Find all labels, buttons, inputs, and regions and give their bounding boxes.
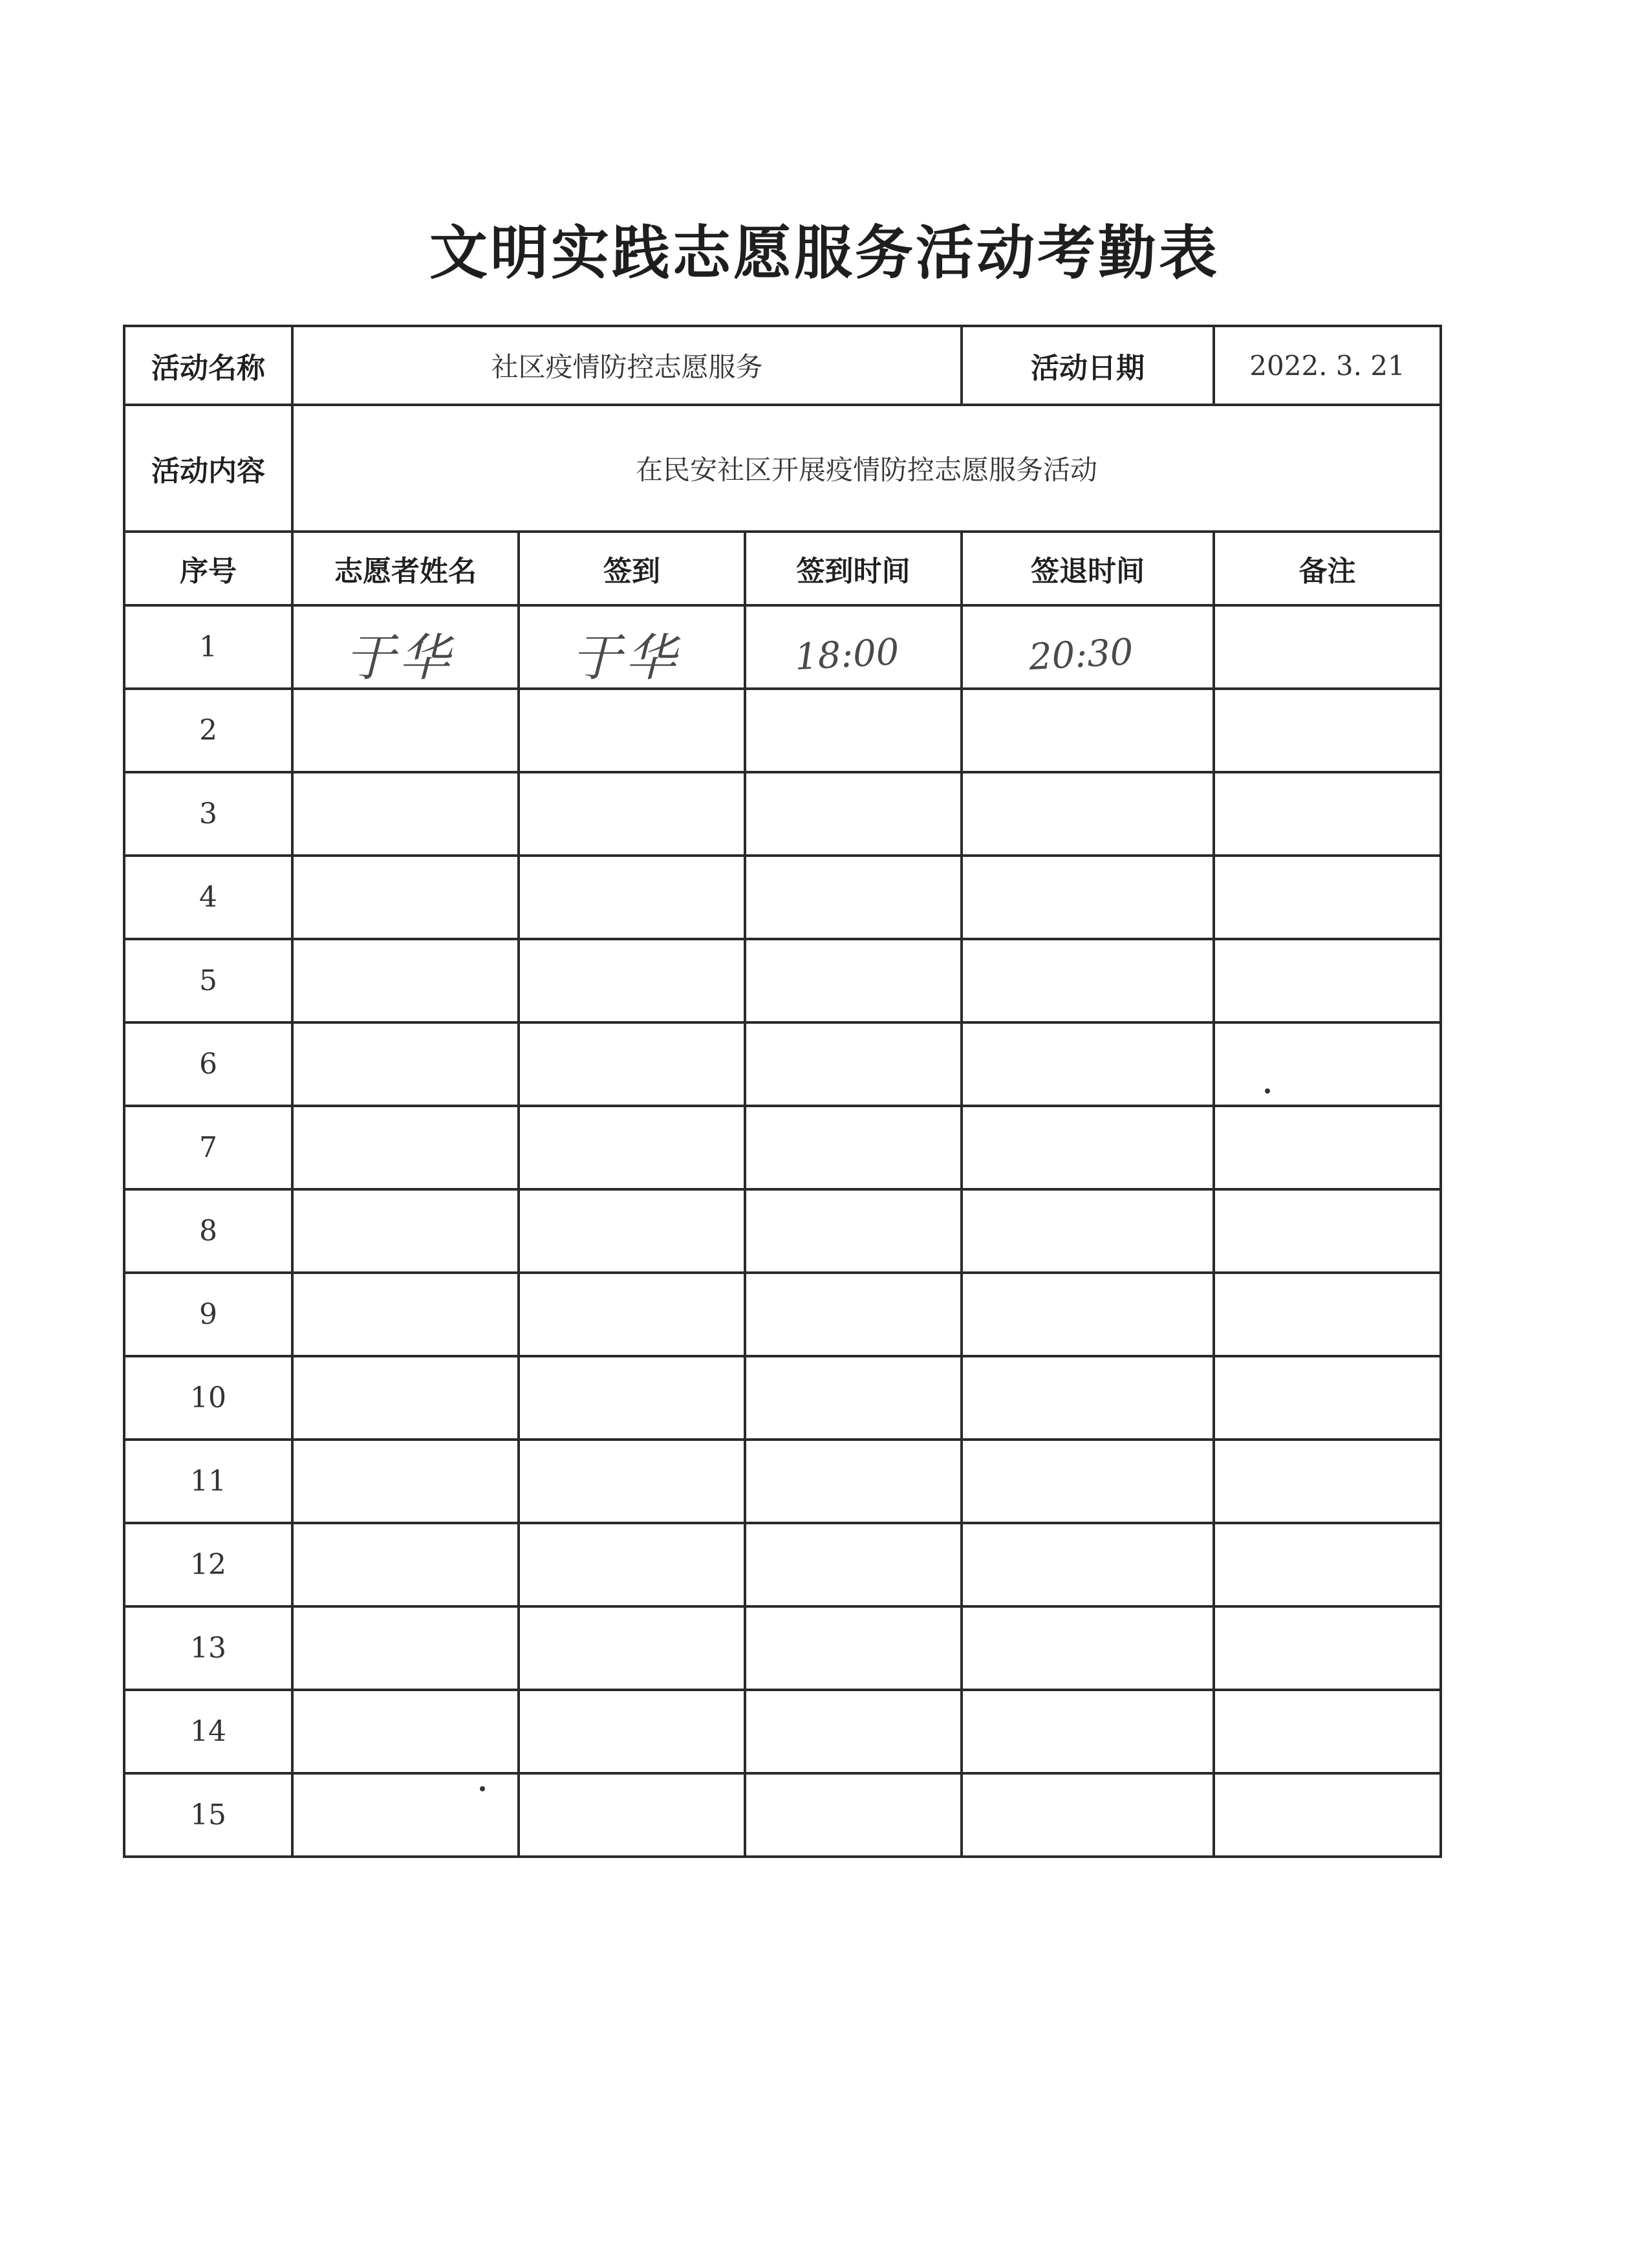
sign-in-time-cell xyxy=(745,1273,962,1356)
attendance-table xyxy=(123,325,1442,1858)
row-no: 13 xyxy=(124,1606,292,1690)
sign-out-time-cell xyxy=(962,1606,1214,1690)
volunteer-name-cell xyxy=(292,605,519,689)
row-no: 3 xyxy=(124,772,292,856)
sign-in-cell xyxy=(519,1273,745,1356)
sign-out-time-cell xyxy=(962,939,1214,1022)
sign-out-time-cell xyxy=(962,605,1214,689)
sign-in-time-cell xyxy=(745,689,962,772)
handwritten-sign-in: 于华 xyxy=(570,629,680,687)
sign-in-time-cell xyxy=(745,856,962,939)
volunteer-name-cell xyxy=(292,1273,519,1356)
sign-out-time-cell xyxy=(962,1189,1214,1273)
activity-name-value: 社区疫情防控志愿服务 xyxy=(292,326,962,405)
remark-cell xyxy=(1214,605,1441,689)
remark-cell xyxy=(1214,1773,1441,1857)
sign-in-time-cell xyxy=(745,939,962,1022)
handwritten-sign-out-time: 20:30 xyxy=(1028,631,1135,679)
remark-cell xyxy=(1214,689,1441,772)
remark-cell xyxy=(1214,856,1441,939)
row-no: 14 xyxy=(124,1690,292,1773)
row-no: 4 xyxy=(124,856,292,939)
row-no: 8 xyxy=(124,1189,292,1273)
table-row xyxy=(124,1022,1441,1106)
table-row xyxy=(124,1773,1441,1857)
sign-in-cell xyxy=(519,689,745,772)
sign-out-time-cell xyxy=(962,1523,1214,1606)
table-row xyxy=(124,1189,1441,1273)
handwritten-name: 于华 xyxy=(344,629,453,687)
sign-in-time-cell xyxy=(745,1440,962,1523)
volunteer-name-cell xyxy=(292,689,519,772)
header-sign-in: 签到 xyxy=(519,532,745,605)
table-row xyxy=(124,1273,1441,1356)
row-no: 12 xyxy=(124,1523,292,1606)
sign-out-time-cell xyxy=(962,1356,1214,1440)
activity-date-label: 活动日期 xyxy=(962,326,1214,405)
sign-out-time-cell xyxy=(962,1773,1214,1857)
table-row xyxy=(124,1690,1441,1773)
activity-name-label: 活动名称 xyxy=(124,326,292,405)
remark-cell xyxy=(1214,1523,1441,1606)
volunteer-name-cell xyxy=(292,1440,519,1523)
header-remark: 备注 xyxy=(1214,532,1441,605)
sign-in-cell xyxy=(519,1106,745,1189)
header-no: 序号 xyxy=(124,532,292,605)
volunteer-name-cell xyxy=(292,1690,519,1773)
sign-in-time-cell xyxy=(745,1606,962,1690)
remark-cell xyxy=(1214,1189,1441,1273)
volunteer-name-cell xyxy=(292,856,519,939)
table-row xyxy=(124,1606,1441,1690)
remark-cell xyxy=(1214,772,1441,856)
sign-out-time-cell xyxy=(962,772,1214,856)
sign-out-time-cell xyxy=(962,1273,1214,1356)
table-row xyxy=(124,605,1441,689)
row-no: 5 xyxy=(124,939,292,1022)
sign-in-cell xyxy=(519,1523,745,1606)
header-sign-out-time: 签退时间 xyxy=(962,532,1214,605)
header-volunteer-name: 志愿者姓名 xyxy=(292,532,519,605)
sign-in-time-cell xyxy=(745,1106,962,1189)
remark-cell xyxy=(1214,1273,1441,1356)
sign-in-cell xyxy=(519,939,745,1022)
sign-in-time-cell xyxy=(745,772,962,856)
sign-in-time-cell xyxy=(745,1523,962,1606)
table-body xyxy=(124,605,1441,1857)
sign-in-cell xyxy=(519,1606,745,1690)
remark-cell xyxy=(1214,1356,1441,1440)
sign-in-time-cell xyxy=(745,605,962,689)
volunteer-name-cell xyxy=(292,772,519,856)
table-row xyxy=(124,939,1441,1022)
activity-name-row xyxy=(124,326,1441,405)
activity-content-value: 在民安社区开展疫情防控志愿服务活动 xyxy=(292,405,1441,532)
header-sign-in-time: 签到时间 xyxy=(745,532,962,605)
row-no: 9 xyxy=(124,1273,292,1356)
remark-cell xyxy=(1214,1106,1441,1189)
sign-in-cell xyxy=(519,1690,745,1773)
table-row xyxy=(124,856,1441,939)
remark-cell xyxy=(1214,1606,1441,1690)
row-no: 11 xyxy=(124,1440,292,1523)
table-row xyxy=(124,1523,1441,1606)
sign-in-cell xyxy=(519,1773,745,1857)
table-row xyxy=(124,1440,1441,1523)
sign-in-time-cell xyxy=(745,1022,962,1106)
sign-out-time-cell xyxy=(962,1690,1214,1773)
sign-in-time-cell xyxy=(745,1773,962,1857)
table-header-row xyxy=(124,532,1441,605)
sign-out-time-cell xyxy=(962,689,1214,772)
volunteer-name-cell xyxy=(292,1773,519,1857)
activity-date-value: 2022. 3. 21 xyxy=(1214,326,1441,405)
sign-in-time-cell xyxy=(745,1189,962,1273)
table-row xyxy=(124,772,1441,856)
sign-in-cell xyxy=(519,1440,745,1523)
sign-in-cell xyxy=(519,856,745,939)
volunteer-name-cell xyxy=(292,1606,519,1690)
volunteer-name-cell xyxy=(292,1022,519,1106)
row-no: 2 xyxy=(124,689,292,772)
sign-out-time-cell xyxy=(962,1106,1214,1189)
sign-out-time-cell xyxy=(962,1440,1214,1523)
sign-in-cell xyxy=(519,1356,745,1440)
sign-in-cell xyxy=(519,1189,745,1273)
volunteer-name-cell xyxy=(292,939,519,1022)
page-title: 文明实践志愿服务活动考勤表 xyxy=(429,219,1220,287)
sign-in-cell xyxy=(519,772,745,856)
row-no: 15 xyxy=(124,1773,292,1857)
remark-cell xyxy=(1214,939,1441,1022)
volunteer-name-cell xyxy=(292,1189,519,1273)
sign-in-time-cell xyxy=(745,1356,962,1440)
activity-content-row xyxy=(124,405,1441,532)
sign-out-time-cell xyxy=(962,1022,1214,1106)
sign-in-time-cell xyxy=(745,1690,962,1773)
sign-in-cell xyxy=(519,605,745,689)
table-row xyxy=(124,689,1441,772)
volunteer-name-cell xyxy=(292,1106,519,1189)
remark-cell xyxy=(1214,1022,1441,1106)
activity-content-label: 活动内容 xyxy=(124,405,292,532)
ink-speck xyxy=(1265,1088,1270,1094)
row-no: 1 xyxy=(124,605,292,689)
row-no: 6 xyxy=(124,1022,292,1106)
table-row xyxy=(124,1356,1441,1440)
volunteer-name-cell xyxy=(292,1356,519,1440)
remark-cell xyxy=(1214,1690,1441,1773)
remark-cell xyxy=(1214,1440,1441,1523)
table-row xyxy=(124,1106,1441,1189)
row-no: 7 xyxy=(124,1106,292,1189)
sign-out-time-cell xyxy=(962,856,1214,939)
handwritten-sign-in-time: 18:00 xyxy=(793,631,900,679)
sign-in-cell xyxy=(519,1022,745,1106)
row-no: 10 xyxy=(124,1356,292,1440)
ink-speck xyxy=(480,1786,485,1791)
volunteer-name-cell xyxy=(292,1523,519,1606)
